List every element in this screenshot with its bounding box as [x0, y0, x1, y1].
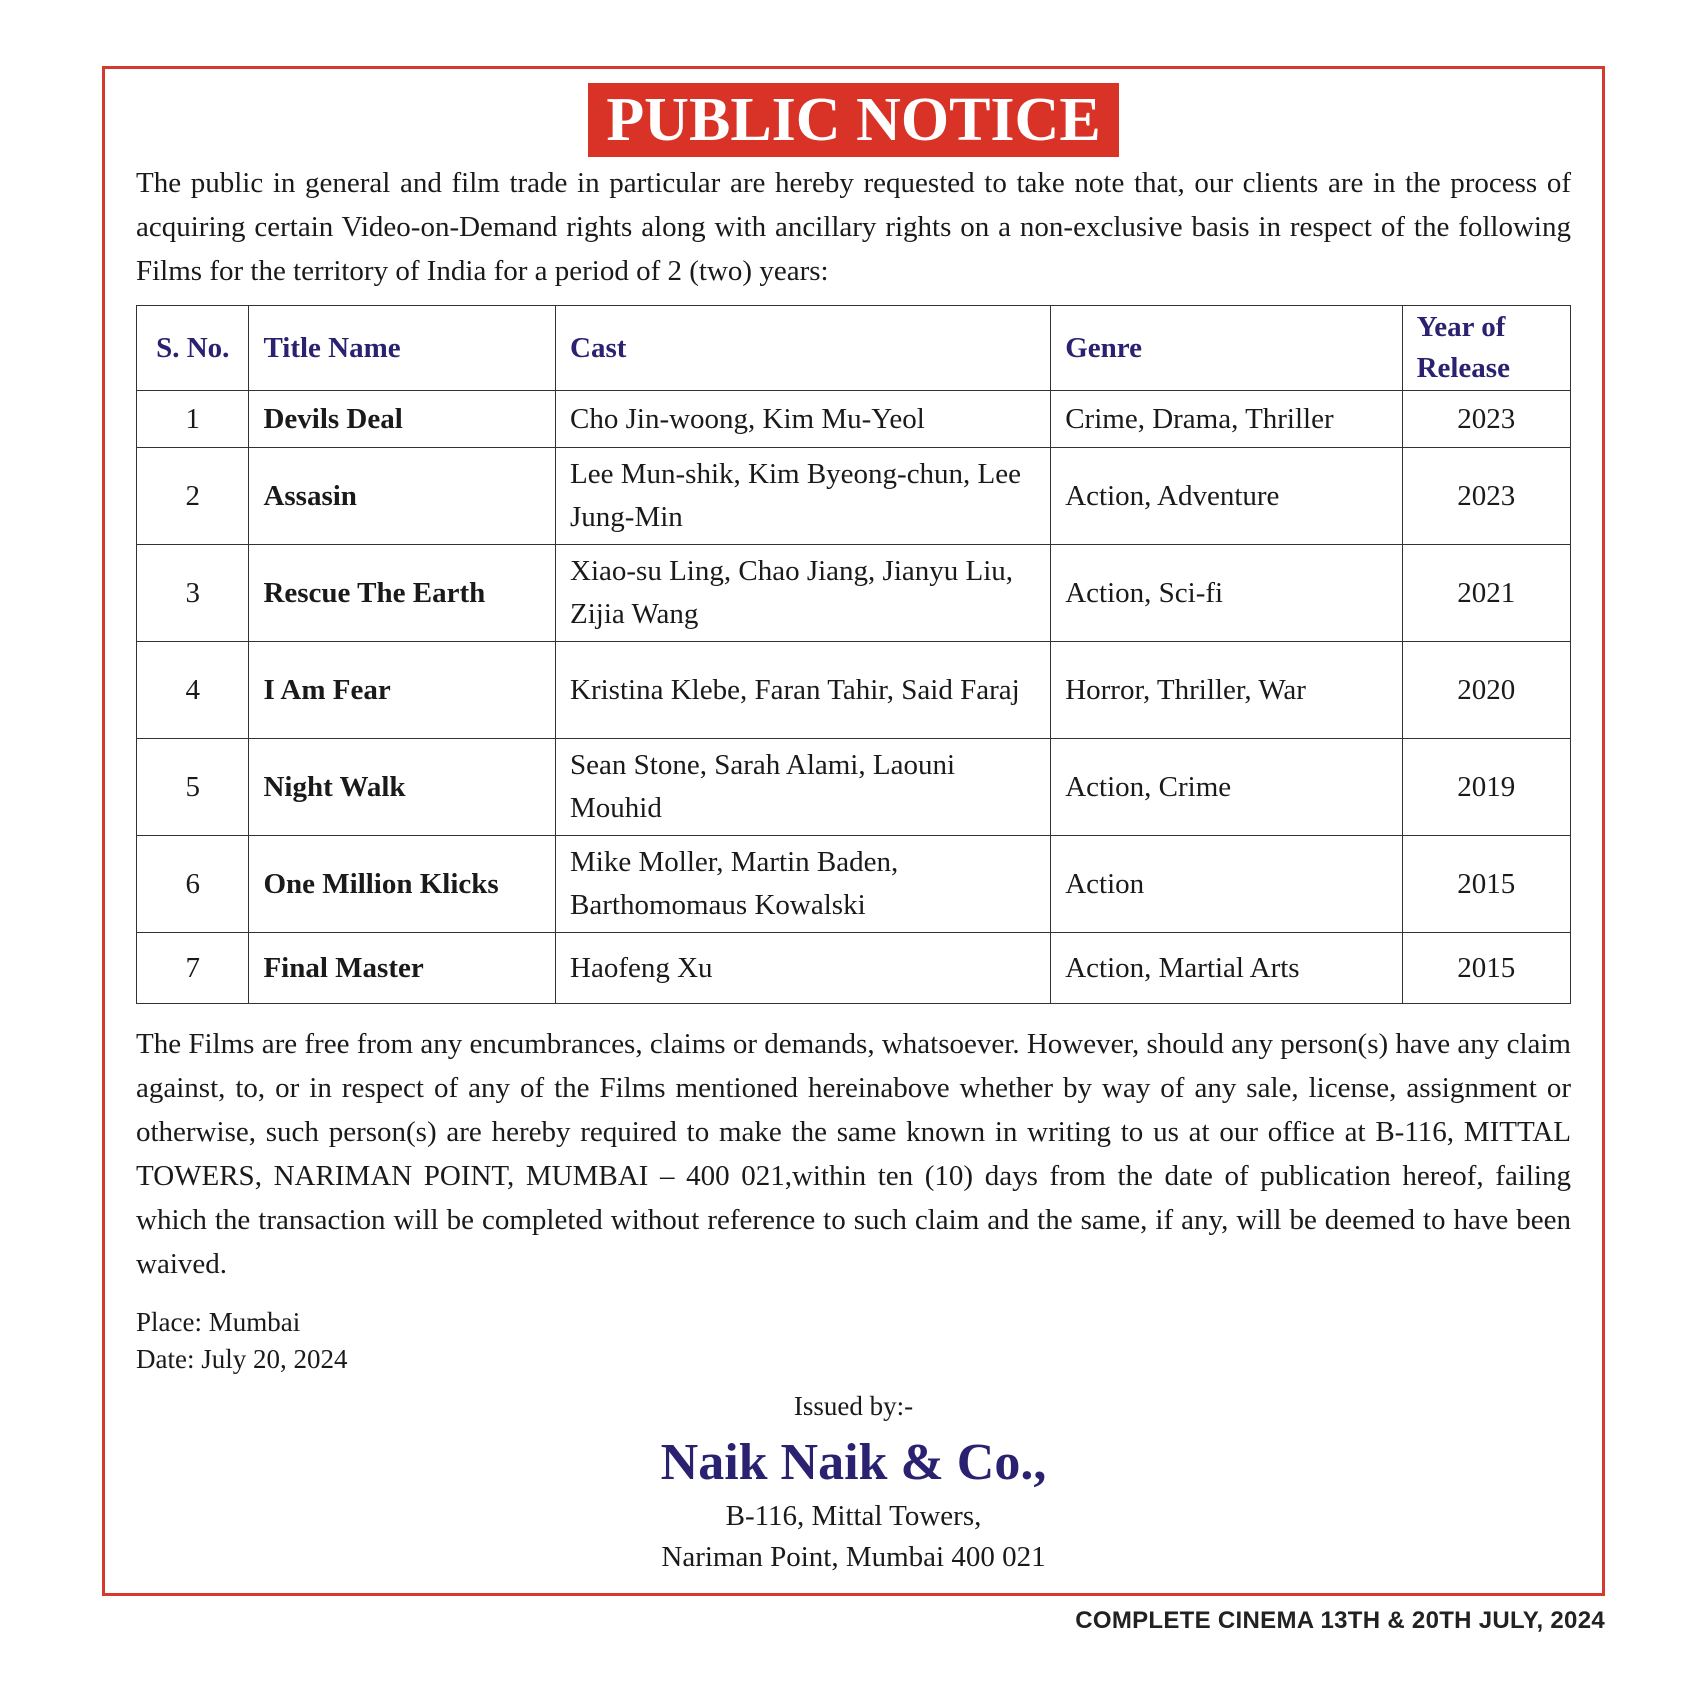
cell-sno: 7	[137, 933, 249, 1004]
title-wrap	[105, 83, 1602, 157]
cell-year: 2015	[1402, 836, 1570, 933]
issuer-block	[136, 1386, 1571, 1578]
header-year-line1: Year of	[1416, 311, 1506, 343]
header-year-line2: Release	[1416, 352, 1510, 384]
issued-by-label: Issued by:-	[793, 1391, 914, 1421]
cell-title: Night Walk	[249, 739, 556, 836]
cell-year: 2021	[1402, 545, 1570, 642]
cell-year: 2023	[1402, 391, 1570, 448]
cell-cast: Mike Moller, Martin Baden, Barthomomaus Kowalski	[556, 836, 1051, 933]
header-year-of-release	[1402, 306, 1570, 391]
cell-cast: Sean Stone, Sarah Alami, Laouni Mouhid	[556, 739, 1051, 836]
cell-genre: Action, Crime	[1051, 739, 1402, 836]
cell-sno: 1	[137, 391, 249, 448]
table-row	[137, 642, 1571, 739]
table-row	[137, 391, 1571, 448]
table-row	[137, 739, 1571, 836]
cell-genre: Action	[1051, 836, 1402, 933]
cell-year: 2015	[1402, 933, 1570, 1004]
table-row	[137, 836, 1571, 933]
cell-sno: 5	[137, 739, 249, 836]
notice-title: PUBLIC NOTICE	[588, 83, 1118, 157]
table-row	[137, 545, 1571, 642]
header-cast: Cast	[556, 306, 1051, 391]
cell-title: One Million Klicks	[249, 836, 556, 933]
table-header-row	[137, 306, 1571, 391]
cell-genre: Action, Martial Arts	[1051, 933, 1402, 1004]
cell-sno: 3	[137, 545, 249, 642]
closing-paragraph: The Films are free from any encumbrances, claims or demands, whatsoever. However, should any person(s) have any claim against, to, or in respect of any of the Films mentioned hereinabove whether by way of any sale, license, assignment or otherwise, such person(s) are hereby required to make the same known in writing to us at our office at B-116, MITTAL TOWERS, NARIMAN POINT, MUMBAI – 400 021,within ten (10) days from the date of publication hereof, failing which the transaction will be completed without reference to such claim and the same, if any, will be deemed to have been waived.	[136, 1028, 1571, 1280]
cell-year: 2019	[1402, 739, 1570, 836]
cell-title: Devils Deal	[249, 391, 556, 448]
date-line: Date: July 20, 2024	[136, 1344, 348, 1374]
cell-genre: Crime, Drama, Thriller	[1051, 391, 1402, 448]
cell-genre: Horror, Thriller, War	[1051, 642, 1402, 739]
cell-title: Rescue The Earth	[249, 545, 556, 642]
cell-sno: 4	[137, 642, 249, 739]
publication-credit: COMPLETE CINEMA 13TH & 20TH JULY, 2024	[1075, 1607, 1605, 1634]
cell-sno: 6	[137, 836, 249, 933]
notice-content	[136, 161, 1571, 1578]
notice-frame	[102, 66, 1605, 1596]
address-line-1: B-116, Mittal Towers,	[725, 1500, 982, 1532]
table-row	[137, 933, 1571, 1004]
header-genre: Genre	[1051, 306, 1402, 391]
cell-cast: Haofeng Xu	[556, 933, 1051, 1004]
cell-sno: 2	[137, 448, 249, 545]
cell-cast: Cho Jin-woong, Kim Mu-Yeol	[556, 391, 1051, 448]
header-sno: S. No.	[137, 306, 249, 391]
cell-title: Final Master	[249, 933, 556, 1004]
cell-genre: Action, Adventure	[1051, 448, 1402, 545]
place-line: Place: Mumbai	[136, 1307, 301, 1337]
cell-title: Assasin	[249, 448, 556, 545]
address-line-2: Nariman Point, Mumbai 400 021	[661, 1541, 1046, 1573]
place-date-block	[136, 1304, 1571, 1378]
header-title-name: Title Name	[249, 306, 556, 391]
cell-cast: Lee Mun-shik, Kim Byeong-chun, Lee Jung-Min	[556, 448, 1051, 545]
firm-name: Naik Naik & Co.,	[660, 1434, 1047, 1491]
cell-cast: Kristina Klebe, Faran Tahir, Said Faraj	[556, 642, 1051, 739]
cell-year: 2023	[1402, 448, 1570, 545]
cell-genre: Action, Sci-fi	[1051, 545, 1402, 642]
table-row	[137, 448, 1571, 545]
cell-title: I Am Fear	[249, 642, 556, 739]
intro-paragraph: The public in general and film trade in particular are hereby requested to take note that, our clients are in the process of acquiring certain Video-on-Demand rights along with ancillary rights on a non-exclusive basis in respect of the following Films for the territory of India for a period of 2 (two) years:	[136, 167, 1571, 287]
cell-year: 2020	[1402, 642, 1570, 739]
films-table	[136, 305, 1571, 1004]
cell-cast: Xiao-su Ling, Chao Jiang, Jianyu Liu, Zijia Wang	[556, 545, 1051, 642]
